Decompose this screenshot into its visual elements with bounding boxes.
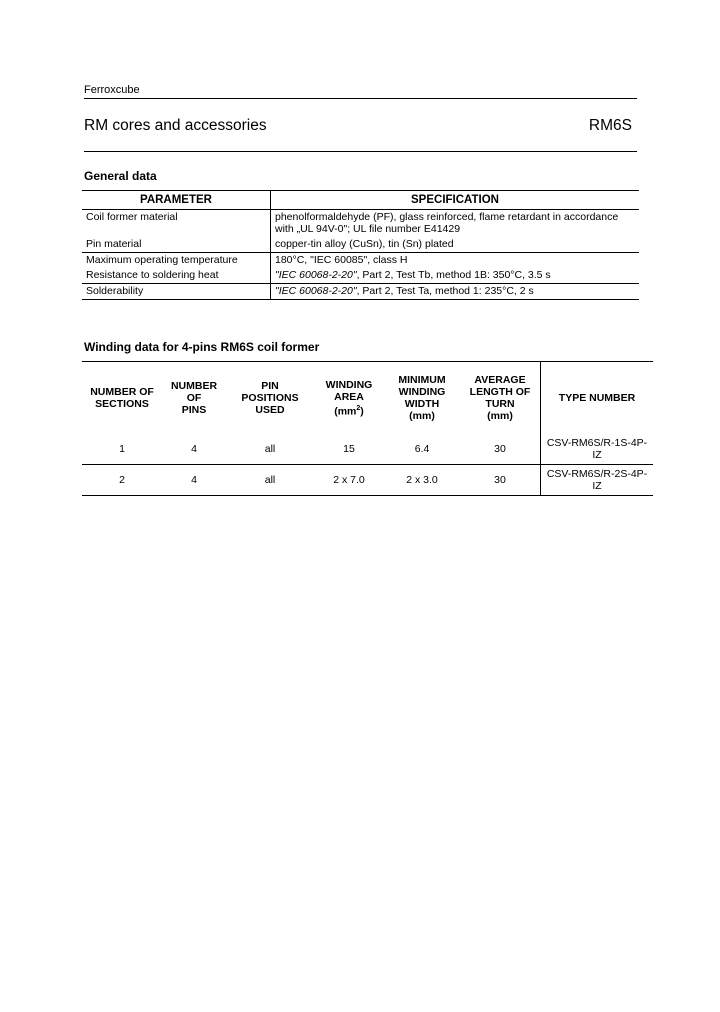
table-row xyxy=(82,465,653,496)
general-data-heading: General data xyxy=(84,169,157,183)
width-cell: 2 x 3.0 xyxy=(384,465,460,496)
type-number-header: TYPE NUMBER xyxy=(541,362,654,435)
pins-cell: 4 xyxy=(191,443,197,455)
spec-text: , Part 2, Test Tb, method 1B: 350°C, 3.5 s xyxy=(356,269,551,281)
table-row xyxy=(82,237,639,253)
width-cell: 6.4 xyxy=(414,443,430,455)
positions-cell: all xyxy=(264,443,276,455)
table-row xyxy=(82,253,639,269)
param-cell: Resistance to soldering heat xyxy=(82,268,271,284)
spec-text: , Part 2, Test Ta, method 1: 235°C, 2 s xyxy=(356,285,534,297)
type-cell: CSV-RM6S/R-1S-4P-IZ xyxy=(541,434,654,465)
table-row xyxy=(82,210,639,238)
specification-header: SPECIFICATION xyxy=(271,191,640,210)
area-cell: 2 x 7.0 xyxy=(314,465,384,496)
length-cell: 30 xyxy=(460,465,541,496)
param-cell: Coil former material xyxy=(82,210,271,238)
area-cell: 15 xyxy=(343,443,355,455)
pin-positions-header: PIN POSITIONS USED xyxy=(226,362,314,435)
header-row xyxy=(82,362,653,435)
title-rule xyxy=(84,151,637,152)
param-cell: Pin material xyxy=(82,237,271,253)
spec-cell: 180°C, "IEC 60085", class H xyxy=(271,253,640,269)
standard-ref: "IEC 60068-2-20" xyxy=(275,269,357,281)
length-cell: 30 xyxy=(494,443,506,455)
document-title: RM cores and accessories xyxy=(84,117,267,134)
table-row xyxy=(82,268,639,284)
brand-name: Ferroxcube xyxy=(84,84,140,96)
winding-data-table xyxy=(82,361,653,496)
type-cell: CSV-RM6S/R-2S-4P-IZ xyxy=(541,465,654,496)
spec-cell xyxy=(271,284,640,300)
param-cell: Solderability xyxy=(82,284,271,300)
pins-cell: 4 xyxy=(162,465,226,496)
header-rule xyxy=(84,98,637,99)
standard-ref: "IEC 60068-2-20" xyxy=(275,285,357,297)
table-row xyxy=(82,284,639,300)
spec-cell xyxy=(271,268,640,284)
sections-cell: 2 xyxy=(82,465,162,496)
winding-data-heading: Winding data for 4-pins RM6S coil former xyxy=(84,340,320,354)
product-code: RM6S xyxy=(588,117,632,134)
sections-cell: 1 xyxy=(119,443,125,455)
pins-header: NUMBER OF PINS xyxy=(162,362,226,435)
positions-cell: all xyxy=(226,465,314,496)
spec-cell: copper-tin alloy (CuSn), tin (Sn) plated xyxy=(275,238,454,250)
param-cell: Maximum operating temperature xyxy=(82,253,271,269)
general-data-table xyxy=(82,190,639,300)
winding-width-header: MINIMUM WINDING WIDTH (mm) xyxy=(384,362,460,435)
spec-cell: phenolformaldehyde (PF), glass reinforced, flame retardant in accordance with „UL 94V-0"; UL file number E41429 xyxy=(275,211,619,235)
sections-header: NUMBER OF SECTIONS xyxy=(82,362,162,435)
winding-area-header: WINDING AREA $(mm^2)$ xyxy=(314,362,384,435)
table-row xyxy=(82,434,653,465)
parameter-header: PARAMETER xyxy=(82,191,271,210)
turn-length-header: AVERAGE LENGTH OF TURN (mm) xyxy=(460,362,541,435)
